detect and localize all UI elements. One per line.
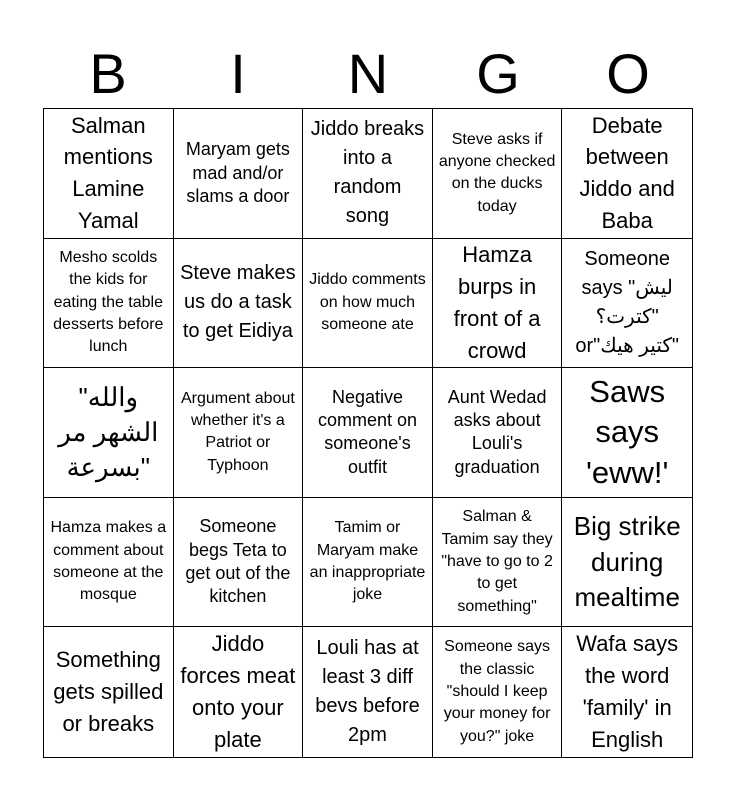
- bingo-cell-r4c5[interactable]: Big strike during mealtime: [562, 498, 692, 628]
- bingo-cell-r4c1[interactable]: Hamza makes a comment about someone at the mosque: [44, 498, 174, 628]
- bingo-cell-r1c5[interactable]: Debate between Jiddo and Baba: [562, 109, 692, 239]
- bingo-card-grid: [43, 108, 693, 758]
- bingo-cell-r3c2[interactable]: Argument about whether it's a Patriot or Typhoon: [174, 368, 304, 498]
- bingo-cell-r2c4[interactable]: Hamza burps in front of a crowd: [433, 239, 563, 369]
- bingo-cell-r1c2[interactable]: Maryam gets mad and/or slams a door: [174, 109, 304, 239]
- header-letter-g: G: [476, 42, 520, 105]
- bingo-cell-r1c3[interactable]: Jiddo breaks into a random song: [303, 109, 433, 239]
- header-letter-b: B: [89, 42, 127, 105]
- bingo-cell-r3c4[interactable]: Aunt Wedad asks about Louli's graduation: [433, 368, 563, 498]
- bingo-cell-r4c2[interactable]: Someone begs Teta to get out of the kitchen: [174, 498, 304, 628]
- bingo-cell-r2c5[interactable]: Someone says "ليش كترت؟" or"كتير هيك": [562, 239, 692, 369]
- bingo-cell-r1c4[interactable]: Steve asks if anyone checked on the ducks today: [433, 109, 563, 239]
- header-letter-o: O: [606, 42, 650, 105]
- bingo-cell-r5c1[interactable]: Something gets spilled or breaks: [44, 627, 174, 757]
- bingo-cell-r5c3[interactable]: Louli has at least 3 diff bevs before 2pm: [303, 627, 433, 757]
- bingo-cell-r3c3[interactable]: Negative comment on someone's outfit: [303, 368, 433, 498]
- bingo-cell-r5c5[interactable]: Wafa says the word 'family' in English: [576, 631, 679, 753]
- header-letter-n: N: [347, 42, 389, 105]
- bingo-header: [43, 40, 693, 108]
- bingo-cell-r5c2[interactable]: Jiddo forces meat onto your plate: [174, 627, 304, 757]
- bingo-cell-r4c4[interactable]: Salman & Tamim say they "have to go to 2 to get something": [433, 498, 563, 628]
- bingo-cell-r1c1[interactable]: Salman mentions Lamine Yamal: [44, 109, 174, 239]
- bingo-cell-r2c1[interactable]: Mesho scolds the kids for eating the table desserts before lunch: [44, 239, 174, 369]
- bingo-cell-r2c2[interactable]: Steve makes us do a task to get Eidiya: [174, 239, 304, 369]
- header-letter-i: I: [230, 42, 246, 105]
- bingo-cell-r2c3[interactable]: Jiddo comments on how much someone ate: [303, 239, 433, 369]
- bingo-cell-r5c4[interactable]: Someone says the classic "should I keep your money for you?" joke: [433, 627, 563, 757]
- bingo-cell-r3c5[interactable]: Saws says 'eww!': [562, 368, 692, 498]
- bingo-cell-r3c1[interactable]: "والله الشهر مر بسرعة": [44, 368, 174, 498]
- bingo-cell-r4c3[interactable]: Tamim or Maryam make an inappropriate joke: [303, 498, 433, 628]
